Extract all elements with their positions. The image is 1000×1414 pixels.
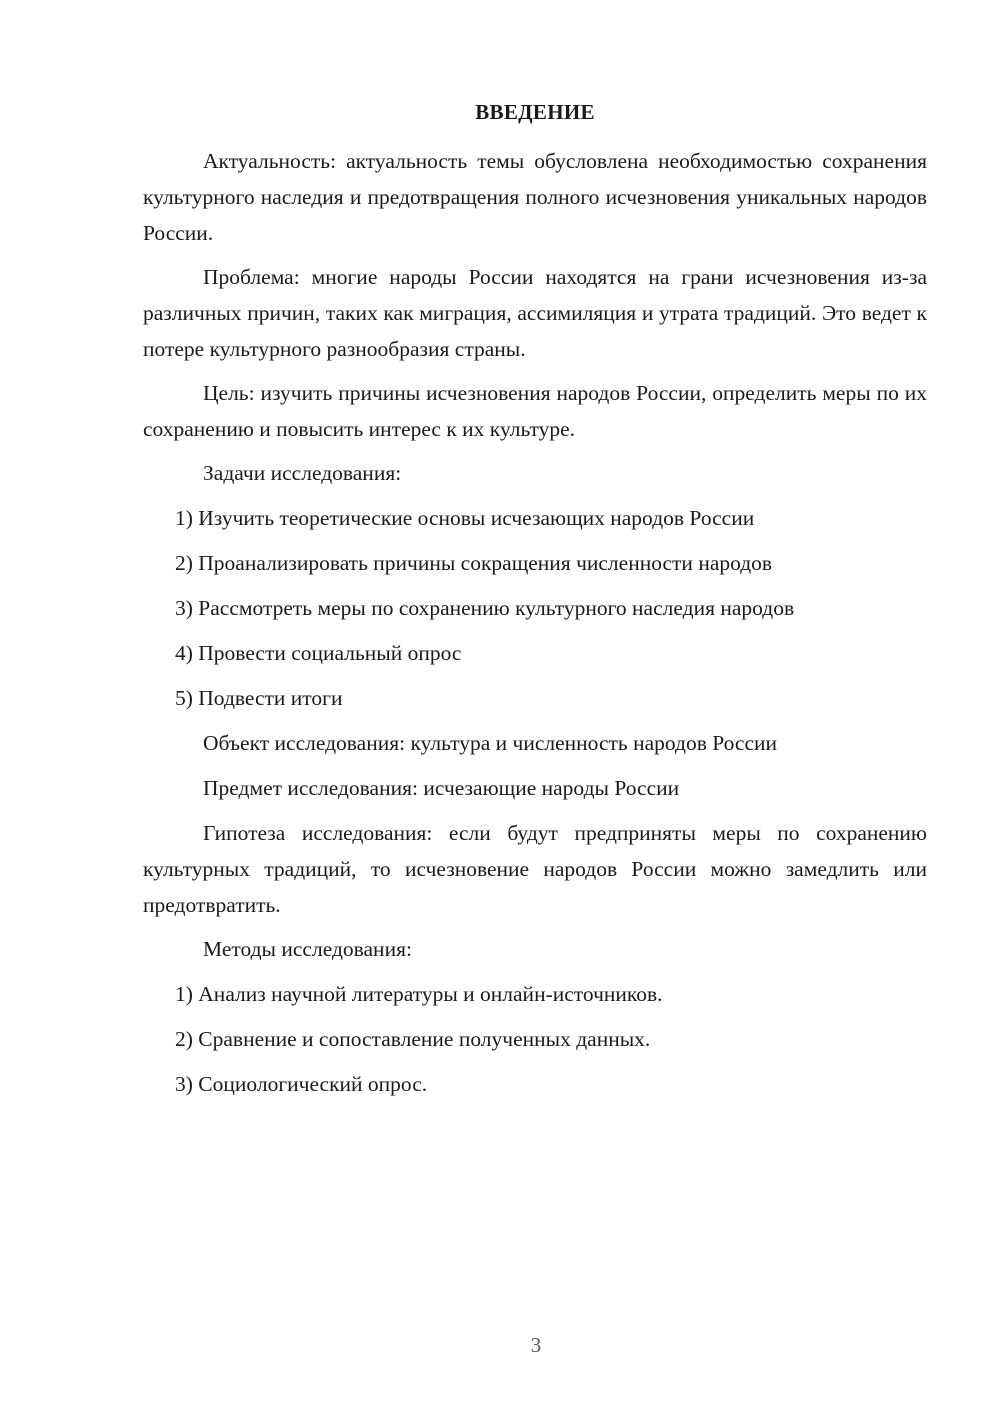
tasks-heading: Задачи исследования:: [203, 461, 402, 485]
task-item: 3) Рассмотреть меры по сохранению культурного наследия народов: [175, 596, 795, 620]
method-item: 3) Социологический опрос.: [175, 1072, 428, 1096]
page-content: [143, 94, 927, 1111]
methods-list: [143, 976, 927, 1102]
page-number: 3: [530, 1333, 542, 1357]
problem-paragraph: Проблема: многие народы России находятся на грани исчезновения из-за различных причин, таких как миграция, ассимиляция и утрата традиций. Это ведет к потере культурного разнообразия страны.: [143, 265, 927, 361]
goal-paragraph: Цель: изучить причины исчезновения народов России, определить меры по их сохранению и повысить интерес к их культуре.: [143, 381, 927, 441]
task-item: 5) Подвести итоги: [175, 686, 343, 710]
methods-heading: Методы исследования:: [203, 937, 412, 961]
relevance-paragraph: Актуальность: актуальность темы обусловлена необходимостью сохранения культурного наследия и предотвращения полного исчезновения уникальных народов России.: [143, 149, 927, 245]
object-line: Объект исследования: культура и численность народов России: [203, 731, 778, 755]
section-title: ВВЕДЕНИЕ: [475, 100, 595, 124]
task-item: 1) Изучить теоретические основы исчезающих народов России: [175, 506, 755, 530]
task-item: 2) Проанализировать причины сокращения численности народов: [175, 551, 773, 575]
task-item: 4) Провести социальный опрос: [175, 641, 462, 665]
method-item: 2) Сравнение и сопоставление полученных данных.: [175, 1027, 651, 1051]
method-item: 1) Анализ научной литературы и онлайн-источников.: [175, 982, 663, 1006]
tasks-list: [143, 500, 927, 716]
subject-line: Предмет исследования: исчезающие народы России: [203, 776, 680, 800]
hypothesis-paragraph: Гипотеза исследования: если будут предприняты меры по сохранению культурных традиций, то исчезновение народов России можно замедлить или предотвратить.: [143, 821, 927, 917]
